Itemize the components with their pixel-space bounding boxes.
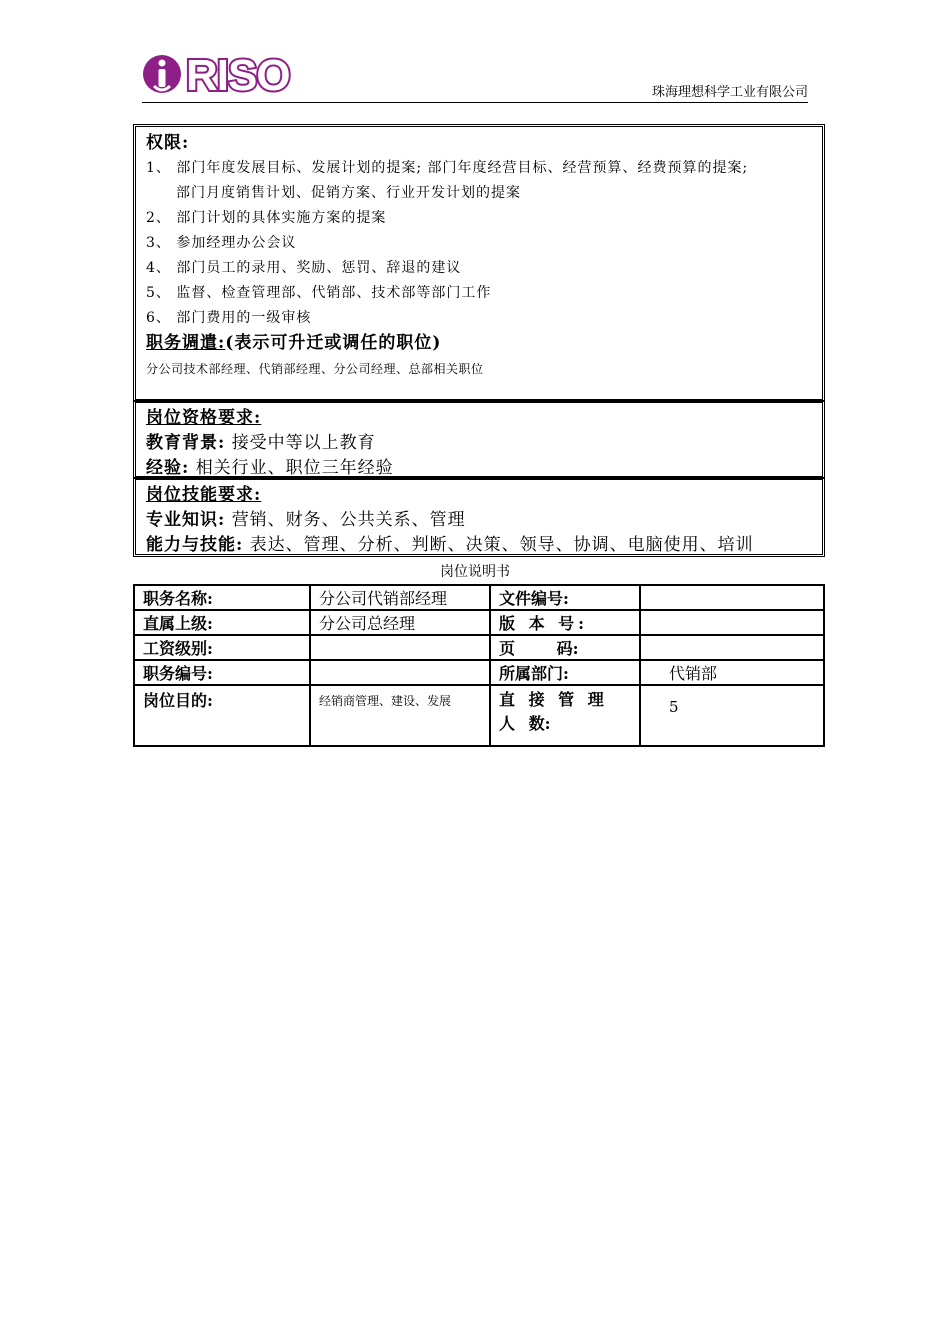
job-info-table bbox=[133, 584, 825, 747]
table-row bbox=[134, 635, 824, 660]
reports-value: 5 bbox=[640, 685, 824, 746]
education-label: 教育背景: bbox=[146, 433, 226, 453]
education-value: 接受中等以上教育 bbox=[231, 433, 376, 453]
salary-label: 工资级别: bbox=[134, 635, 310, 660]
qualification-section bbox=[133, 400, 825, 479]
authority-section bbox=[133, 124, 825, 402]
job-no-label: 职务编号: bbox=[134, 660, 310, 685]
riso-logo bbox=[142, 50, 302, 98]
qualification-title: 岗位资格要求: bbox=[146, 408, 262, 428]
transfer-positions: 分公司技术部经理、代销部经理、分公司经理、总部相关职位 bbox=[146, 362, 484, 376]
document-caption: 岗位说明书 bbox=[440, 564, 510, 580]
qualification-heading bbox=[146, 406, 812, 431]
ability-label: 能力与技能: bbox=[146, 535, 244, 555]
table-row bbox=[134, 685, 824, 746]
superior-label: 直属上级: bbox=[134, 610, 310, 635]
superior-value: 分公司总经理 bbox=[310, 610, 490, 635]
page-value bbox=[640, 635, 824, 660]
skills-heading bbox=[146, 483, 812, 508]
table-row bbox=[134, 585, 824, 610]
job-title-value: 分公司代销部经理 bbox=[310, 585, 490, 610]
knowledge-value: 营销、财务、公共关系、管理 bbox=[231, 510, 466, 530]
ability-row bbox=[146, 533, 812, 558]
page-header bbox=[142, 50, 808, 103]
authority-item: 4、 部门员工的录用、奖励、惩罚、辞退的建议 bbox=[146, 260, 462, 276]
knowledge-label: 专业知识: bbox=[146, 510, 226, 530]
transfer-note: (表示可升迁或调任的职位) bbox=[225, 333, 442, 353]
version-label: 版 本 号: bbox=[490, 610, 640, 635]
experience-label: 经验: bbox=[146, 458, 190, 478]
authority-item: 1、 部门年度发展目标、发展计划的提案; 部门年度经营目标、经营预算、经费预算的提案; bbox=[146, 160, 749, 176]
page-label: 页 码: bbox=[490, 635, 640, 660]
education-row bbox=[146, 431, 812, 456]
ability-value: 表达、管理、分析、判断、决策、领导、协调、电脑使用、培训 bbox=[249, 535, 754, 555]
purpose-label: 岗位目的: bbox=[134, 685, 310, 746]
doc-no-value bbox=[640, 585, 824, 610]
authority-item: 3、 参加经理办公会议 bbox=[146, 235, 297, 251]
skills-title: 岗位技能要求: bbox=[146, 485, 262, 505]
skills-section bbox=[133, 477, 825, 557]
table-row bbox=[134, 660, 824, 685]
authority-item: 6、 部门费用的一级审核 bbox=[146, 310, 312, 326]
authority-item: 5、 监督、检查管理部、代销部、技术部等部门工作 bbox=[146, 285, 492, 301]
salary-value bbox=[310, 635, 490, 660]
svg-text:RISO: RISO bbox=[186, 51, 290, 98]
job-no-value bbox=[310, 660, 490, 685]
purpose-value: 经销商管理、建设、发展 bbox=[310, 685, 490, 746]
dept-label: 所属部门: bbox=[490, 660, 640, 685]
doc-no-label: 文件编号: bbox=[490, 585, 640, 610]
authority-title: 权限: bbox=[146, 133, 190, 153]
job-title-label: 职务名称: bbox=[134, 585, 310, 610]
knowledge-row bbox=[146, 508, 812, 533]
authority-item: 部门月度销售计划、促销方案、行业开发计划的提案 bbox=[176, 185, 521, 201]
dept-value: 代销部 bbox=[640, 660, 824, 685]
table-row bbox=[134, 610, 824, 635]
version-value bbox=[640, 610, 824, 635]
authority-item: 2、 部门计划的具体实施方案的提案 bbox=[146, 210, 387, 226]
riso-logo-icon bbox=[142, 50, 302, 98]
company-name: 珠海理想科学工业有限公司 bbox=[651, 85, 808, 100]
experience-value: 相关行业、职位三年经验 bbox=[195, 458, 394, 478]
reports-label: 直 接 管 理 人 数: bbox=[490, 685, 640, 746]
transfer-heading bbox=[146, 331, 812, 356]
transfer-title: 职务调遣: bbox=[146, 333, 226, 353]
